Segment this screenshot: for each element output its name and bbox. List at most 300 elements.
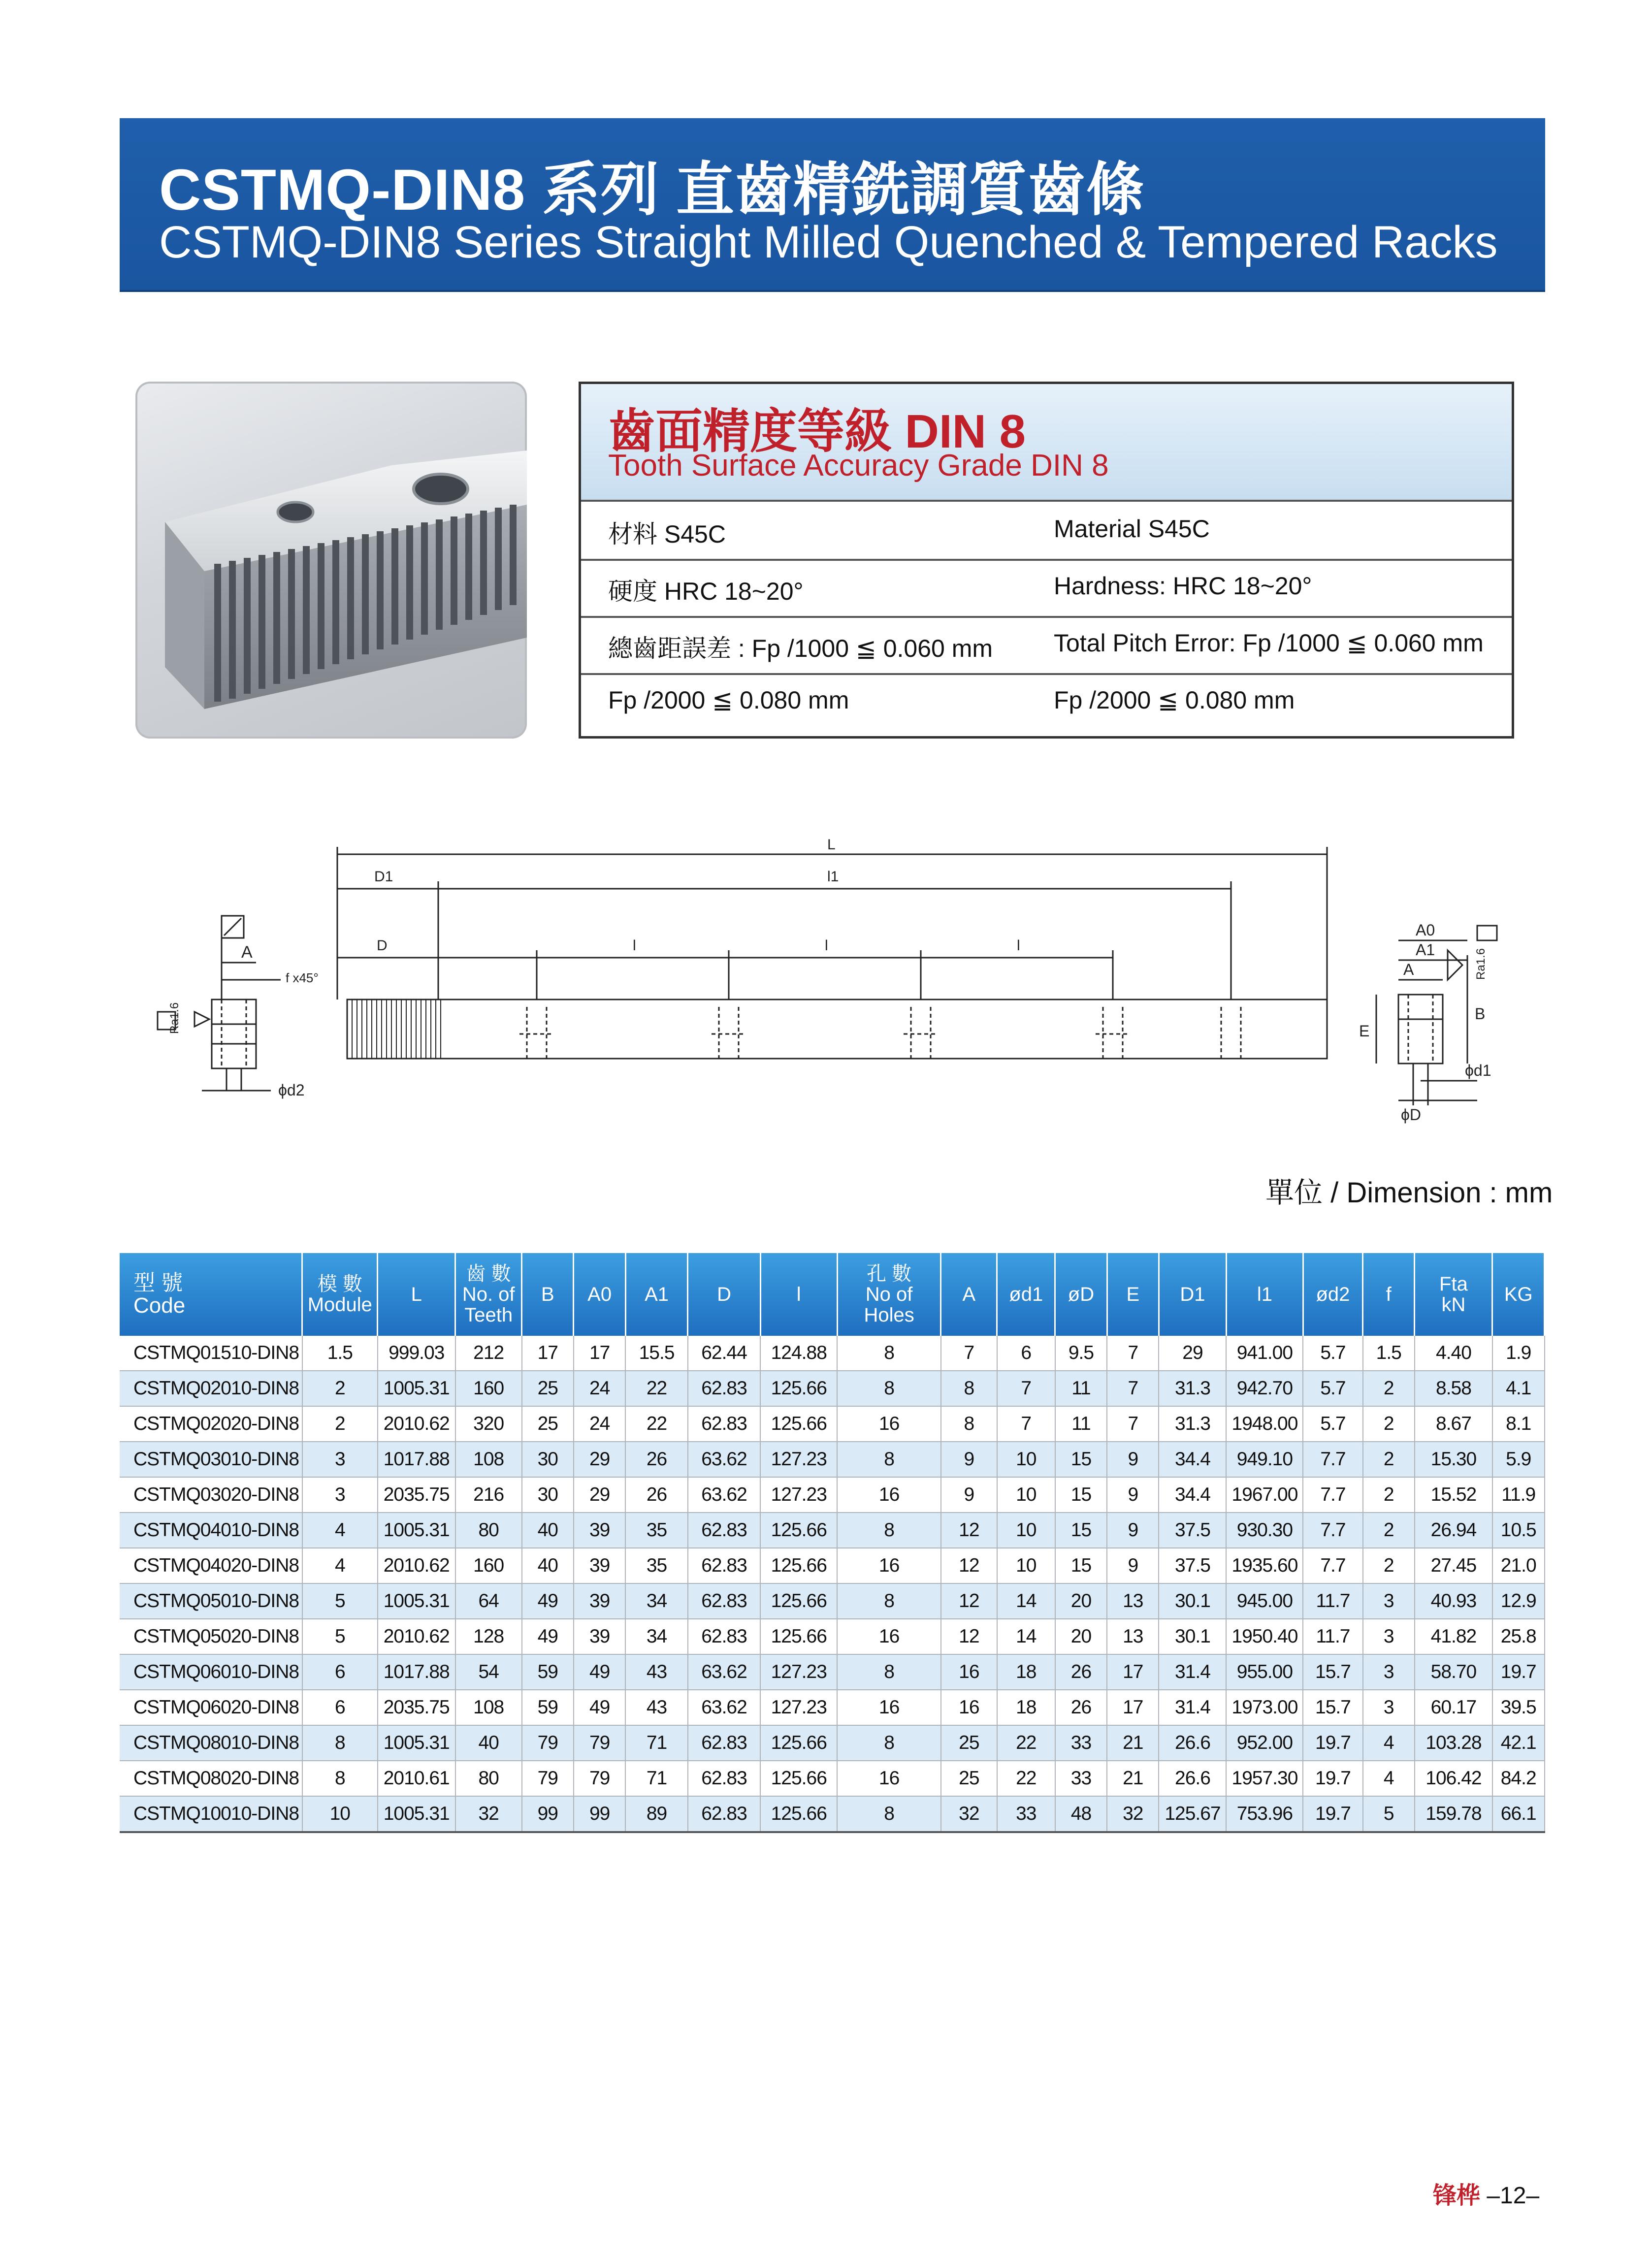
table-cell: 62.83: [688, 1619, 761, 1654]
table-cell: 7: [997, 1371, 1055, 1406]
table-cell: 26.94: [1415, 1513, 1492, 1548]
table-cell: 5: [302, 1619, 378, 1654]
table-cell: 4.1: [1492, 1371, 1545, 1406]
table-cell: 2010.61: [378, 1761, 455, 1796]
table-cell: CSTMQ08010-DIN8: [120, 1725, 302, 1761]
table-cell: 125.66: [760, 1548, 837, 1583]
table-cell: 43: [625, 1654, 687, 1690]
table-cell: 4: [302, 1513, 378, 1548]
table-cell: 9: [1107, 1513, 1159, 1548]
table-cell: 40: [522, 1513, 574, 1548]
table-cell: 25: [522, 1371, 574, 1406]
table-cell: 48: [1055, 1796, 1107, 1832]
table-cell: 11: [1055, 1371, 1107, 1406]
table-cell: 3: [1363, 1619, 1415, 1654]
table-cell: 14: [997, 1583, 1055, 1619]
table-cell: 1957.30: [1226, 1761, 1303, 1796]
table-cell: 62.83: [688, 1796, 761, 1832]
rack-specs-table: [120, 1253, 1545, 1833]
table-cell: 125.66: [760, 1619, 837, 1654]
table-cell: 25: [941, 1725, 997, 1761]
col-header: D: [688, 1253, 761, 1336]
table-cell: 39: [574, 1583, 625, 1619]
col-header: Fta kN: [1415, 1253, 1492, 1336]
table-cell: 127.23: [760, 1654, 837, 1690]
table-row: [120, 1654, 1545, 1690]
table-cell: 3: [302, 1477, 378, 1513]
table-cell: 1005.31: [378, 1583, 455, 1619]
spec-row: [581, 502, 1512, 561]
table-cell: 128: [455, 1619, 522, 1654]
table-cell: 34.4: [1159, 1477, 1226, 1513]
col-header: ød2: [1303, 1253, 1362, 1336]
col-header: 型 號 Code: [120, 1253, 302, 1336]
spec-row-en: Fp /2000 ≦ 0.080 mm: [1054, 686, 1295, 714]
table-cell: 20: [1055, 1583, 1107, 1619]
technical-drawing: [148, 817, 1526, 1137]
table-cell: 31.3: [1159, 1406, 1226, 1442]
table-cell: 2035.75: [378, 1477, 455, 1513]
drawing-d2: ϕd2: [278, 1081, 305, 1099]
spec-row-en: Total Pitch Error: Fp /1000 ≦ 0.060 mm: [1054, 629, 1484, 657]
table-cell: 7: [941, 1336, 997, 1371]
table-cell: 49: [574, 1654, 625, 1690]
table-cell: 125.66: [760, 1761, 837, 1796]
table-cell: 30: [522, 1442, 574, 1477]
table-cell: 16: [941, 1690, 997, 1725]
table-cell: 955.00: [1226, 1654, 1303, 1690]
table-cell: 58.70: [1415, 1654, 1492, 1690]
table-cell: 12: [941, 1583, 997, 1619]
table-cell: CSTMQ03020-DIN8: [120, 1477, 302, 1513]
table-cell: 13: [1107, 1619, 1159, 1654]
table-cell: 8: [837, 1583, 941, 1619]
table-cell: 63.62: [688, 1654, 761, 1690]
table-row: [120, 1513, 1545, 1548]
table-cell: 62.83: [688, 1513, 761, 1548]
product-photo: [135, 382, 527, 739]
table-cell: 26: [1055, 1654, 1107, 1690]
table-cell: 29: [1159, 1336, 1226, 1371]
spec-row-zh: 硬度 HRC 18~20°: [608, 578, 804, 605]
table-cell: 10: [997, 1548, 1055, 1583]
title-zh: CSTMQ-DIN8 系列 直齒精銑調質齒條: [159, 158, 1145, 223]
table-cell: 16: [837, 1619, 941, 1654]
table-cell: CSTMQ01510-DIN8: [120, 1336, 302, 1371]
table-cell: 1005.31: [378, 1796, 455, 1832]
spec-heading-zh: 齒面精度等級 DIN 8: [608, 405, 1026, 458]
table-cell: 1005.31: [378, 1371, 455, 1406]
col-header: 孔 數 No of Holes: [837, 1253, 941, 1336]
table-cell: 930.30: [1226, 1513, 1303, 1548]
col-header: f: [1363, 1253, 1415, 1336]
table-cell: 33: [1055, 1761, 1107, 1796]
table-cell: 79: [522, 1761, 574, 1796]
table-cell: 11.9: [1492, 1477, 1545, 1513]
table-cell: 949.10: [1226, 1442, 1303, 1477]
table-cell: 8: [302, 1725, 378, 1761]
table-cell: 8: [837, 1442, 941, 1477]
table-cell: 49: [522, 1583, 574, 1619]
table-cell: 59: [522, 1654, 574, 1690]
table-cell: 39: [574, 1619, 625, 1654]
table-cell: 54: [455, 1654, 522, 1690]
drawing-l1: l1: [827, 869, 839, 885]
table-cell: 15: [1055, 1513, 1107, 1548]
table-cell: 21: [1107, 1725, 1159, 1761]
table-cell: 108: [455, 1442, 522, 1477]
table-cell: 79: [574, 1725, 625, 1761]
table-cell: 1005.31: [378, 1513, 455, 1548]
table-cell: 17: [1107, 1690, 1159, 1725]
spec-row: [581, 673, 1512, 730]
table-cell: CSTMQ04020-DIN8: [120, 1548, 302, 1583]
drawing-l-1: l: [633, 937, 636, 954]
table-cell: 3: [1363, 1690, 1415, 1725]
table-cell: 40.93: [1415, 1583, 1492, 1619]
table-cell: 5.7: [1303, 1406, 1362, 1442]
table-cell: 31.4: [1159, 1654, 1226, 1690]
table-header-row: [120, 1253, 1545, 1336]
table-cell: 2010.62: [378, 1406, 455, 1442]
left-section-view: [158, 916, 319, 1099]
drawing-A-left: A: [241, 943, 253, 962]
table-cell: 32: [941, 1796, 997, 1832]
table-cell: 11.7: [1303, 1583, 1362, 1619]
table-cell: CSTMQ03010-DIN8: [120, 1442, 302, 1477]
table-cell: 64: [455, 1583, 522, 1619]
table-cell: 80: [455, 1513, 522, 1548]
drawing-A-right: A: [1403, 961, 1414, 978]
col-header: A1: [625, 1253, 687, 1336]
table-cell: 63.62: [688, 1442, 761, 1477]
drawing-l-2: l: [825, 937, 828, 954]
table-cell: 7: [1107, 1406, 1159, 1442]
table-cell: 8.58: [1415, 1371, 1492, 1406]
table-cell: 2: [1363, 1406, 1415, 1442]
table-cell: 160: [455, 1548, 522, 1583]
table-cell: 12.9: [1492, 1583, 1545, 1619]
spec-heading: [581, 384, 1512, 502]
table-cell: 31.4: [1159, 1690, 1226, 1725]
table-cell: 2010.62: [378, 1619, 455, 1654]
table-cell: 1935.60: [1226, 1548, 1303, 1583]
table-cell: 15.5: [625, 1336, 687, 1371]
table-cell: 63.62: [688, 1477, 761, 1513]
table-cell: 20: [1055, 1619, 1107, 1654]
right-section-view: [1359, 921, 1497, 1124]
table-cell: 26.6: [1159, 1725, 1226, 1761]
table-cell: 34: [625, 1583, 687, 1619]
table-cell: 16: [837, 1406, 941, 1442]
col-header: l: [760, 1253, 837, 1336]
table-row: [120, 1725, 1545, 1761]
table-cell: 19.7: [1303, 1796, 1362, 1832]
col-header: B: [522, 1253, 574, 1336]
table-cell: 9: [941, 1477, 997, 1513]
table-cell: 30: [522, 1477, 574, 1513]
spec-row: [581, 559, 1512, 618]
table-cell: 8: [837, 1725, 941, 1761]
table-cell: 39: [574, 1548, 625, 1583]
table-cell: 26.6: [1159, 1761, 1226, 1796]
table-cell: CSTMQ05020-DIN8: [120, 1619, 302, 1654]
table-cell: 15: [1055, 1548, 1107, 1583]
table-cell: 5: [302, 1583, 378, 1619]
table-cell: 753.96: [1226, 1796, 1303, 1832]
drawing-L: L: [827, 837, 836, 853]
table-cell: 7.7: [1303, 1477, 1362, 1513]
table-cell: 106.42: [1415, 1761, 1492, 1796]
col-header: ød1: [997, 1253, 1055, 1336]
table-cell: 3: [1363, 1583, 1415, 1619]
drawing-fx45: f x45°: [286, 970, 319, 985]
table-row: [120, 1796, 1545, 1832]
table-cell: CSTMQ08020-DIN8: [120, 1761, 302, 1796]
table-cell: 22: [625, 1371, 687, 1406]
table-cell: 49: [574, 1690, 625, 1725]
table-cell: 9: [1107, 1477, 1159, 1513]
table-cell: 1.9: [1492, 1336, 1545, 1371]
table-cell: 5.7: [1303, 1336, 1362, 1371]
drawing-E: E: [1359, 1022, 1370, 1040]
table-row: [120, 1548, 1545, 1583]
table-row: [120, 1619, 1545, 1654]
table-row: [120, 1442, 1545, 1477]
table-cell: 26: [1055, 1690, 1107, 1725]
table-cell: 2: [1363, 1442, 1415, 1477]
table-cell: 2010.62: [378, 1548, 455, 1583]
table-cell: 42.1: [1492, 1725, 1545, 1761]
col-header: øD: [1055, 1253, 1107, 1336]
table-cell: 25.8: [1492, 1619, 1545, 1654]
table-cell: 12: [941, 1513, 997, 1548]
table-cell: 39: [574, 1513, 625, 1548]
table-cell: 10.5: [1492, 1513, 1545, 1548]
table-cell: 7.7: [1303, 1548, 1362, 1583]
table-cell: 16: [837, 1548, 941, 1583]
table-cell: 9.5: [1055, 1336, 1107, 1371]
col-header: 齒 數 No. of Teeth: [455, 1253, 522, 1336]
table-cell: 2035.75: [378, 1690, 455, 1725]
table-cell: 10: [997, 1477, 1055, 1513]
table-row: [120, 1583, 1545, 1619]
table-cell: 79: [574, 1761, 625, 1796]
main-elevation-view: [337, 837, 1327, 1059]
table-cell: 18: [997, 1654, 1055, 1690]
page-number: –12–: [1487, 2183, 1540, 2209]
table-cell: 41.82: [1415, 1619, 1492, 1654]
table-cell: 15.7: [1303, 1690, 1362, 1725]
spec-row-en: Material S45C: [1054, 515, 1210, 543]
table-cell: 8: [941, 1371, 997, 1406]
table-cell: 2: [302, 1371, 378, 1406]
table-cell: 71: [625, 1761, 687, 1796]
table-cell: 40: [455, 1725, 522, 1761]
table-cell: 216: [455, 1477, 522, 1513]
table-cell: 125.66: [760, 1725, 837, 1761]
table-cell: 127.23: [760, 1477, 837, 1513]
table-cell: 62.83: [688, 1548, 761, 1583]
table-cell: 5.9: [1492, 1442, 1545, 1477]
col-header: D1: [1159, 1253, 1226, 1336]
drawing-D1: D1: [374, 869, 393, 885]
drawing-ra-left: Ra1.6: [168, 1002, 181, 1034]
table-cell: 33: [1055, 1725, 1107, 1761]
table-cell: 10: [997, 1442, 1055, 1477]
table-cell: 11.7: [1303, 1619, 1362, 1654]
table-cell: CSTMQ10010-DIN8: [120, 1796, 302, 1832]
table-cell: 62.83: [688, 1761, 761, 1796]
table-cell: 2: [1363, 1371, 1415, 1406]
table-cell: 1017.88: [378, 1442, 455, 1477]
table-cell: CSTMQ04010-DIN8: [120, 1513, 302, 1548]
table-cell: 89: [625, 1796, 687, 1832]
drawing-A1: A1: [1416, 941, 1435, 959]
table-cell: 212: [455, 1336, 522, 1371]
table-cell: 24: [574, 1371, 625, 1406]
table-cell: 49: [522, 1619, 574, 1654]
table-cell: 1967.00: [1226, 1477, 1303, 1513]
spec-box: [579, 382, 1514, 739]
col-header: A0: [574, 1253, 625, 1336]
table-cell: 127.23: [760, 1690, 837, 1725]
table-cell: 125.67: [1159, 1796, 1226, 1832]
table-cell: CSTMQ05010-DIN8: [120, 1583, 302, 1619]
drawing-d1: ϕd1: [1465, 1062, 1491, 1079]
table-cell: 62.44: [688, 1336, 761, 1371]
table-cell: 7: [997, 1406, 1055, 1442]
table-cell: 2: [302, 1406, 378, 1442]
col-header: KG: [1492, 1253, 1545, 1336]
table-cell: 7.7: [1303, 1513, 1362, 1548]
table-cell: 30.1: [1159, 1619, 1226, 1654]
table-row: [120, 1336, 1545, 1371]
table-cell: 62.83: [688, 1725, 761, 1761]
table-cell: 14: [997, 1619, 1055, 1654]
table-cell: 99: [522, 1796, 574, 1832]
drawing-A0: A0: [1416, 921, 1435, 939]
table-cell: 66.1: [1492, 1796, 1545, 1832]
table-cell: 62.83: [688, 1583, 761, 1619]
table-cell: 1005.31: [378, 1725, 455, 1761]
table-cell: 7.7: [1303, 1442, 1362, 1477]
brand-logo: 锋桦: [1433, 2183, 1481, 2209]
table-cell: 8: [837, 1796, 941, 1832]
table-cell: CSTMQ06010-DIN8: [120, 1654, 302, 1690]
table-cell: 26: [625, 1442, 687, 1477]
spec-heading-en: Tooth Surface Accuracy Grade DIN 8: [608, 449, 1109, 483]
table-cell: 40: [522, 1548, 574, 1583]
table-cell: 35: [625, 1548, 687, 1583]
drawing-B: B: [1475, 1005, 1486, 1023]
table-cell: 84.2: [1492, 1761, 1545, 1796]
table-cell: 19.7: [1492, 1654, 1545, 1690]
table-cell: 320: [455, 1406, 522, 1442]
drawing-l-3: l: [1017, 937, 1020, 954]
table-cell: 127.23: [760, 1442, 837, 1477]
spec-row-en: Hardness: HRC 18~20°: [1054, 572, 1312, 600]
drawing-ra-right: Ra1.6: [1474, 948, 1488, 980]
spec-row-zh: Fp /2000 ≦ 0.080 mm: [608, 686, 849, 714]
table-cell: 942.70: [1226, 1371, 1303, 1406]
table-cell: 10: [302, 1796, 378, 1832]
table-cell: 25: [941, 1761, 997, 1796]
table-row: [120, 1371, 1545, 1406]
table-cell: 8: [941, 1406, 997, 1442]
table-cell: 4: [302, 1548, 378, 1583]
table-cell: CSTMQ06020-DIN8: [120, 1690, 302, 1725]
table-cell: 16: [941, 1654, 997, 1690]
table-cell: 8: [302, 1761, 378, 1796]
table-cell: 7: [1107, 1371, 1159, 1406]
table-cell: 6: [997, 1336, 1055, 1371]
table-cell: 159.78: [1415, 1796, 1492, 1832]
table-cell: 22: [625, 1406, 687, 1442]
title-banner: [120, 118, 1545, 290]
table-cell: 39.5: [1492, 1690, 1545, 1725]
table-cell: 15.7: [1303, 1654, 1362, 1690]
table-cell: 2: [1363, 1477, 1415, 1513]
table-cell: 8.67: [1415, 1406, 1492, 1442]
table-cell: 3: [302, 1442, 378, 1477]
table-cell: 17: [1107, 1654, 1159, 1690]
table-cell: 21: [1107, 1761, 1159, 1796]
table-cell: 5.7: [1303, 1371, 1362, 1406]
table-cell: 62.83: [688, 1406, 761, 1442]
table-row: [120, 1406, 1545, 1442]
table-cell: 13: [1107, 1583, 1159, 1619]
table-cell: 3: [1363, 1654, 1415, 1690]
drawing-phiD: ϕD: [1401, 1106, 1422, 1124]
table-cell: 19.7: [1303, 1725, 1362, 1761]
table-cell: 43: [625, 1690, 687, 1725]
table-cell: 8: [837, 1336, 941, 1371]
table-cell: 26: [625, 1477, 687, 1513]
table-cell: 16: [837, 1477, 941, 1513]
spec-row: [581, 616, 1512, 675]
table-cell: 15.52: [1415, 1477, 1492, 1513]
table-cell: 160: [455, 1371, 522, 1406]
table-cell: 29: [574, 1442, 625, 1477]
col-header: 模 數 Module: [302, 1253, 378, 1336]
table-cell: 125.66: [760, 1796, 837, 1832]
table-cell: 62.83: [688, 1371, 761, 1406]
table-cell: 8: [837, 1371, 941, 1406]
table-cell: 9: [1107, 1442, 1159, 1477]
table-cell: 4.40: [1415, 1336, 1492, 1371]
table-cell: 71: [625, 1725, 687, 1761]
table-cell: 11: [1055, 1406, 1107, 1442]
unit-label: 單位 / Dimension : mm: [1265, 1177, 1553, 1209]
table-cell: 37.5: [1159, 1548, 1226, 1583]
table-cell: 21.0: [1492, 1548, 1545, 1583]
table-cell: 5: [1363, 1796, 1415, 1832]
table-cell: 941.00: [1226, 1336, 1303, 1371]
title-en: CSTMQ-DIN8 Series Straight Milled Quenched & Tempered Racks: [159, 217, 1498, 267]
table-cell: 79: [522, 1725, 574, 1761]
table-cell: 19.7: [1303, 1761, 1362, 1796]
table-cell: 80: [455, 1761, 522, 1796]
table-cell: 8: [837, 1513, 941, 1548]
table-cell: 108: [455, 1690, 522, 1725]
table-cell: 16: [837, 1690, 941, 1725]
table-cell: 1.5: [1363, 1336, 1415, 1371]
table-cell: 6: [302, 1690, 378, 1725]
table-cell: 34.4: [1159, 1442, 1226, 1477]
table-cell: 59: [522, 1690, 574, 1725]
table-cell: 7: [1107, 1336, 1159, 1371]
